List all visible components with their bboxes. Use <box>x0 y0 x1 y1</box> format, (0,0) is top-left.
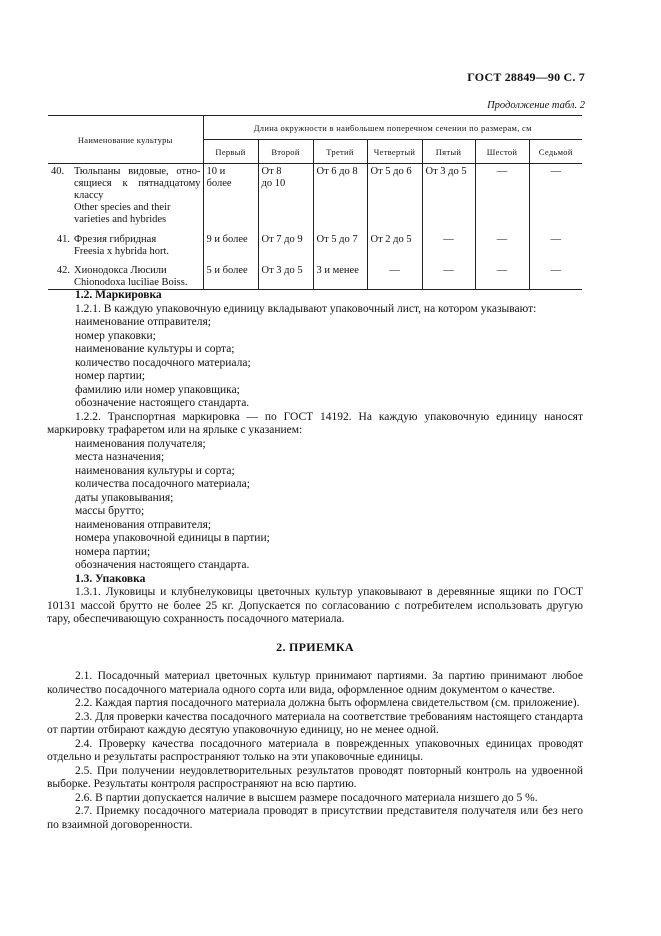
list-item: количества посадочного материала; <box>75 478 250 490</box>
table-cell: От 6 до 8 <box>313 164 367 227</box>
list-item: наименования культуры и сорта; <box>75 464 235 477</box>
table-cell-name: 42. Хионодокса Люсили Chionodoxa luciliae Boiss. <box>48 258 203 290</box>
list-item: места назначения; <box>75 451 165 463</box>
table-cell: — <box>422 226 475 258</box>
table-cell: От 8 до 10 <box>258 164 313 227</box>
table-cell: — <box>550 166 561 177</box>
list-item: наименования получателя; <box>75 437 206 450</box>
paragraph-2-7: 2.7. Приемку посадочного материала проводят в присутствии представителя получателя или без него по взаимной договоренности. <box>47 805 583 831</box>
list-item: даты упаковывания; <box>75 491 174 504</box>
paragraph-2-2: 2.2. Каждая партия посадочного материала должна быть оформлена свидетельством (см. приложение). <box>75 697 580 709</box>
page-header: ГОСТ 28849—90 С. 7 <box>467 70 585 84</box>
list-item: обозначения настоящего стандарта. <box>75 559 250 571</box>
list-item: обозначение настоящего стандарта. <box>75 397 250 409</box>
paragraph-1-2-1: 1.2.1. В каждую упаковочную единицу вкладывают упаковочный лист, на котором указывают: <box>75 302 537 315</box>
list-item: наименования отправителя; <box>75 518 212 531</box>
section-title-packing: 1.3. Упаковка <box>75 572 146 585</box>
table-header-col: Третий <box>313 140 367 164</box>
table-cell: — <box>475 164 529 227</box>
table-cell: — <box>367 258 422 290</box>
paragraph-2-3: 2.3. Для проверки качества посадочного материала на соответствие требованиям настоящего стандарта от партии отбирают каждую десятую упаковочную единицу, но не менее одной. <box>47 710 583 736</box>
table-cell-name: 40. Тюльпаны видовые, отно- сящиеся к пятнадцатому классу Other species and their varieties and hybrides <box>48 164 203 227</box>
section-title-acceptance: 2. ПРИЕМКА <box>276 639 354 654</box>
paragraph-2-1: 2.1. Посадочный материал цветочных культур принимают партиями. За партию принимают любое количество посадочного материала одного сорта или вида, оформленное одним документом о качестве. <box>47 670 583 696</box>
list-item: номера партии; <box>75 545 151 558</box>
paragraph-2-6: 2.6. В партии допускается наличие в высшем размере посадочного материала низшего до 5 %. <box>75 791 538 804</box>
table-header-span: Длина окружности в наибольшем поперечном сечении по размерам, см <box>203 116 582 140</box>
table-cell: От 3 до 5 <box>422 164 475 227</box>
table-header-col: Второй <box>258 140 313 164</box>
table-header-col: Первый <box>203 140 258 164</box>
table-cell: — <box>475 258 529 290</box>
section-title-marking: 1.2. Маркировка <box>75 289 162 301</box>
packing-list-items <box>75 316 583 411</box>
paragraph-2-5: 2.5. При получении неудовлетворительных результатов проводят повторный контроль на удвоенной выборке. Результаты контроля распространяют на всю партию. <box>47 764 583 790</box>
table-row <box>48 226 582 258</box>
table-cell-name: 41. Фрезия гибридная Freesia x hybrida hort. <box>48 226 203 258</box>
table-header-col: Шестой <box>475 140 529 164</box>
table-header-col: Седьмой <box>529 140 582 164</box>
table-cell: От 5 до 7 <box>313 226 367 258</box>
list-item: номера упаковочной единицы в партии; <box>75 532 270 544</box>
table-cell: 3 и менее <box>313 258 367 290</box>
table-cell: 10 и более <box>203 164 258 227</box>
table-cell: От 3 до 5 <box>258 258 313 290</box>
table-continuation-note: Продолжение табл. 2 <box>487 100 585 111</box>
table-cell: От 7 до 9 <box>258 226 313 258</box>
list-item: наименование культуры и сорта; <box>75 343 235 355</box>
list-item: наименование отправителя; <box>75 316 211 328</box>
table-cell: — <box>475 226 529 258</box>
table-row <box>48 164 582 227</box>
paragraph-2-4: 2.4. Проверку качества посадочного материала в поврежденных упаковочных единицах проводят отдельно и результаты распространяют только на эти упаковочные единицы. <box>47 737 583 763</box>
list-item: количество посадочного материала; <box>75 356 251 369</box>
list-item: массы брутто; <box>75 505 145 517</box>
table-row <box>48 258 582 290</box>
list-item: номер упаковки; <box>75 329 156 342</box>
table-header-col: Четвертый <box>367 140 422 164</box>
paragraph-1-3-1: 1.3.1. Луковицы и клубнелуковицы цветочных культур упаковывают в деревянные ящики по ГОСТ 10131 массой брутто не более 25 кг. Допускается по согласованию с потребителем использовать другую тару, обеспечивающую сохранность посадочного материала. <box>47 586 583 625</box>
paragraph-1-2-2: 1.2.2. Транспортная маркировка — по ГОСТ 14192. На каждую упаковочную единицу наносят маркировку трафаретом или на ярлыке с указанием: <box>47 410 583 436</box>
table-cell: 5 и более <box>203 258 258 290</box>
list-item: номер партии; <box>75 370 146 382</box>
size-table <box>48 115 582 290</box>
table-cell: 9 и более <box>203 226 258 258</box>
table-cell: — <box>422 258 475 290</box>
table-header-name: Наименование культуры <box>48 116 203 164</box>
table-cell: — <box>550 234 561 245</box>
document-body <box>47 289 583 832</box>
table-header-col: Пятый <box>422 140 475 164</box>
table-cell: — <box>529 258 582 290</box>
table-cell: От 5 до 6 <box>367 164 422 227</box>
list-item: фамилию или номер упаковщика; <box>75 383 240 396</box>
transport-marking-items <box>75 438 583 573</box>
table-cell: От 2 до 5 <box>367 226 422 258</box>
